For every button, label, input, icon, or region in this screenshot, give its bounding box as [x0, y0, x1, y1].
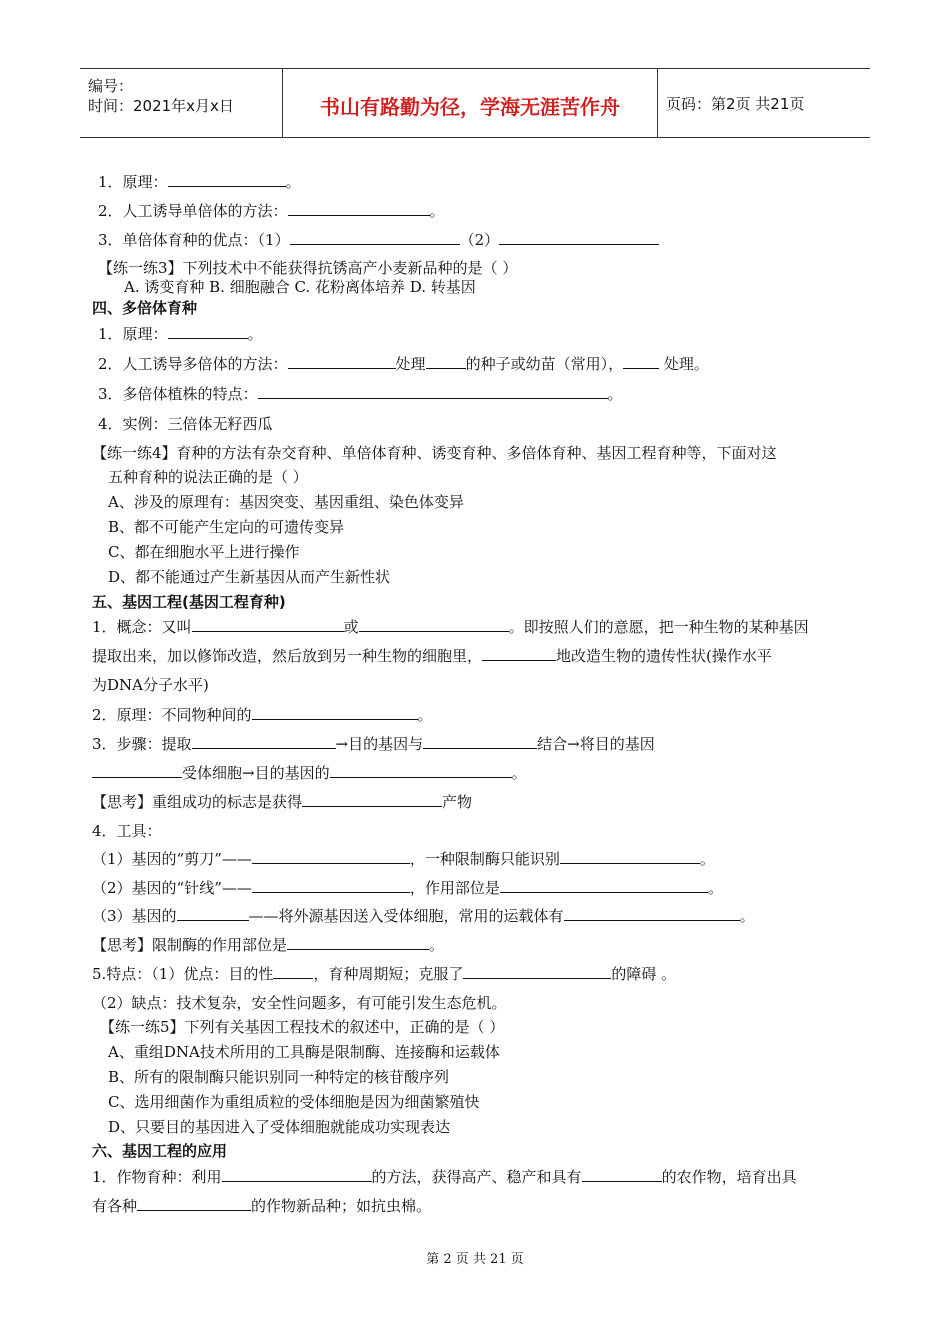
exercise-option: C、选用细菌作为重组质粒的受体细胞是因为细菌繁殖快 [108, 1093, 480, 1111]
text-line: 提取出来，加以修饰改造，然后放到另一种生物的细胞里， 地改造生物的遗传性状(操作水平 [92, 647, 772, 665]
exercise-question: 【练一练5】下列有关基因工程技术的叙述中，正确的是（ ） [100, 1018, 505, 1036]
section-heading: 六、基因工程的应用 [92, 1142, 228, 1160]
exercise-option: B、所有的限制酶只能识别同一种特定的核苷酸序列 [108, 1068, 450, 1086]
text-line: 1．作物育种：利用 的方法，获得高产、稳产和具有 的农作物，培育出具 [92, 1168, 797, 1186]
header-page-cell [658, 69, 870, 137]
text-line: 4．工具： [92, 822, 162, 840]
header-motto-cell [283, 69, 658, 137]
text-line: （2）缺点：技术复杂，安全性问题多，有可能引发生态危机。 [92, 994, 507, 1012]
exercise-option: C、都在细胞水平上进行操作 [108, 543, 300, 561]
exercise-option: A、涉及的原理有：基因突变、基因重组、染色体变异 [108, 493, 464, 511]
page-footer: 第 2 页 共 21 页 [426, 1252, 524, 1267]
document-date: 时间：2021年x月x日 [88, 97, 234, 115]
text-line: 3．多倍体植株的特点： 。 [98, 385, 623, 403]
exercise-question: 【练一练4】育种的方法有杂交育种、单倍体育种、诱变育种、多倍体育种、基因工程育种等，下面对这 [92, 444, 777, 462]
header-info-cell [80, 69, 283, 137]
text-line: 2．原理：不同物种间的 。 [92, 706, 433, 724]
text-line: 为DNA分子水平) [92, 676, 209, 694]
text-line: 受体细胞→目的基因的 。 [92, 763, 527, 783]
think-question: 【思考】限制酶的作用部位是 。 [92, 936, 445, 954]
exercise-option: D、只要目的基因进入了受体细胞就能成功实现表达 [108, 1118, 451, 1136]
think-question: 【思考】重组成功的标志是获得 产物 [92, 793, 473, 811]
text-line: 2．人工诱导单倍体的方法： 。 [98, 202, 445, 220]
exercise-option: D、都不能通过产生新基因从而产生新性状 [108, 568, 391, 586]
text-line: 3．步骤：提取 →目的基因与 结合→将目的基因 [92, 735, 655, 753]
exercise-option: A、重组DNA技术所用的工具酶是限制酶、连接酶和运载体 [108, 1043, 500, 1061]
text-line: 5.特点：（1）优点：目的性 ，育种周期短；克服了 的障碍 。 [92, 965, 677, 983]
document-header [80, 68, 870, 138]
exercise-question: 【练一练3】下列技术中不能获得抗锈高产小麦新品种的是（ ） [98, 259, 518, 277]
text-line: 3．单倍体育种的优点：（1） （2） [98, 230, 659, 250]
text-line: 有各种 的作物新品种；如抗虫棉。 [92, 1197, 432, 1215]
exercise-question: 五种育种的说法正确的是（ ） [108, 468, 308, 486]
text-line: 4．实例：三倍体无籽西瓜 [98, 415, 273, 433]
section-heading: 四、多倍体育种 [92, 299, 198, 317]
motto: 书山有路勤为径，学海无涯苦作舟 [320, 95, 620, 119]
exercise-option: B、都不可能产生定向的可遗传变异 [108, 518, 345, 536]
page-info: 页码：第2页 共21页 [666, 95, 805, 113]
exercise-options: A. 诱变育种 B. 细胞融合 C. 花粉离体培养 D. 转基因 [124, 278, 476, 296]
text-line: 2．人工诱导多倍体的方法： 处理 的种子或幼苗（常用）， 处理。 [98, 355, 709, 373]
text-line: （2）基因的“针线”—— ，作用部位是 。 [92, 879, 723, 897]
text-line: 1．原理： 。 [98, 173, 301, 191]
section-heading: 五、基因工程(基因工程育种) [92, 593, 286, 611]
text-line: （3）基因的 ——将外源基因送入受体细胞，常用的运载体有 。 [92, 907, 755, 925]
text-line: （1）基因的“剪刀”—— ，一种限制酶只能识别 。 [92, 850, 715, 868]
text-line: 1．原理： 。 [98, 325, 263, 343]
text-line: 1．概念：又叫 或 。即按照人们的意愿，把一种生物的某种基因 [92, 618, 809, 636]
document-number-label: 编号： [88, 77, 134, 95]
